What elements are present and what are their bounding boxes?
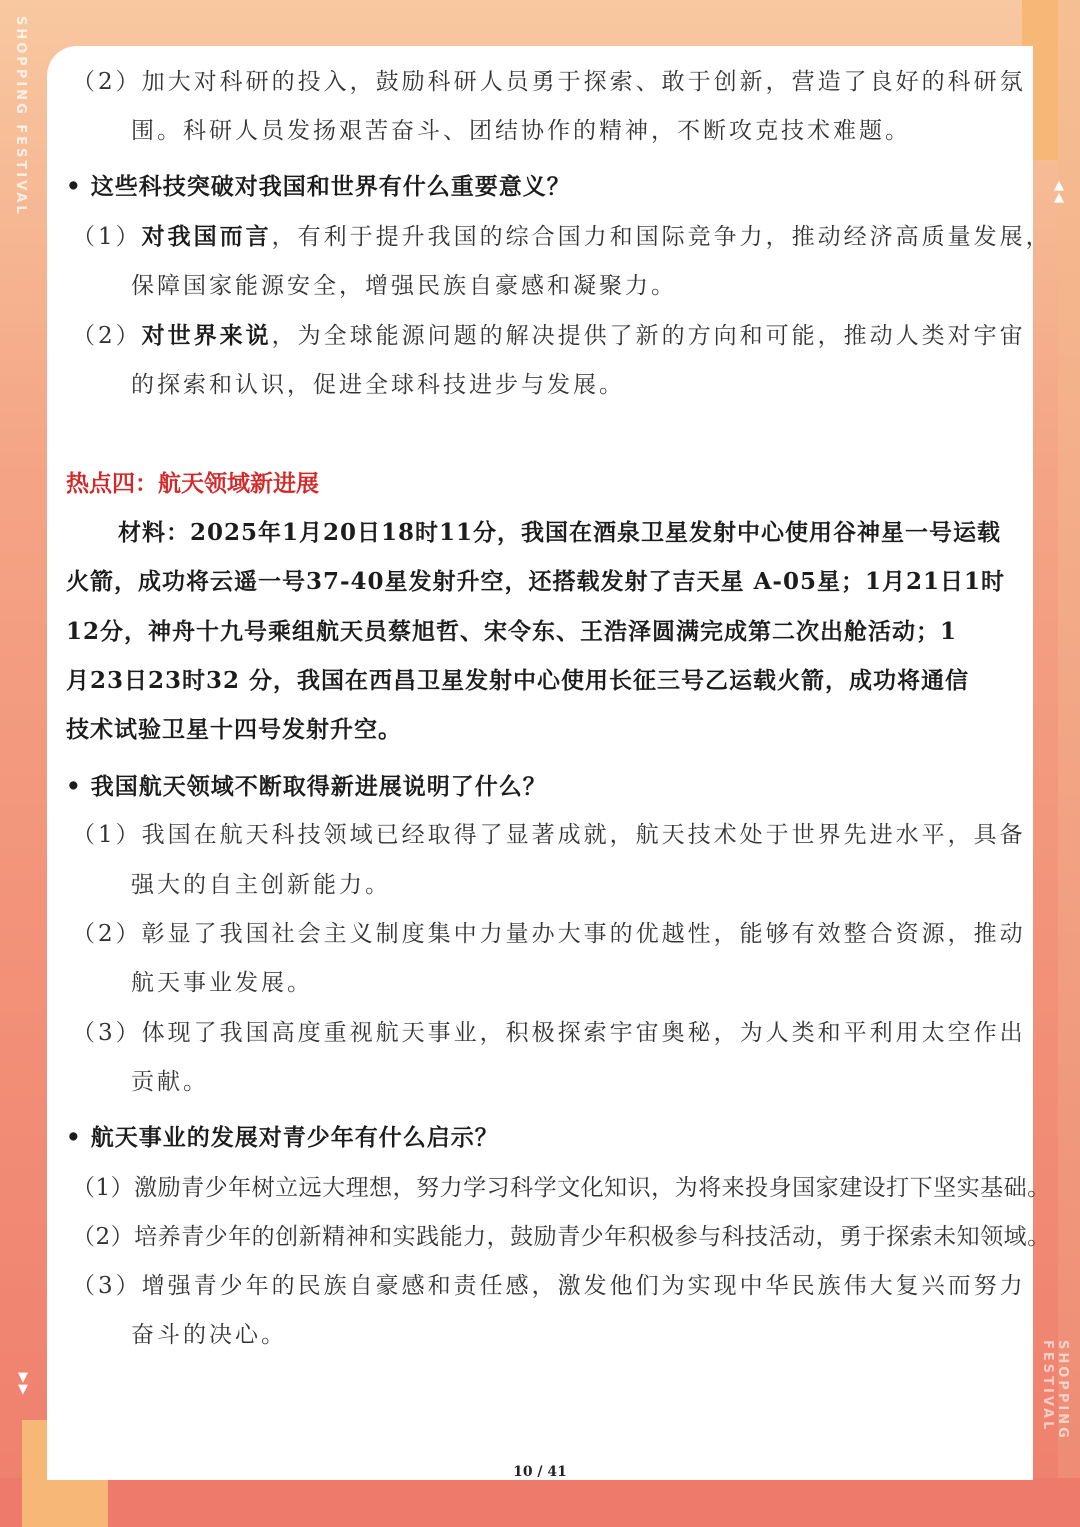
answer-line: 贡献。: [131, 1069, 209, 1095]
document-page: [47, 46, 1033, 1480]
paragraph-line: （2）加大对科研的投入，鼓励科研人员勇于探索、敢于创新，营造了良好的科研氛: [72, 69, 1026, 95]
answer-line: （1）激励青少年树立远大理想，努力学习科学文化知识，为将来投身国家建设打下坚实基础。: [72, 1175, 1051, 1201]
material-line: 火箭，成功将云遥一号37-40星发射升空，还搭载发射了吉天星 A-05星；1月21日1时: [66, 568, 1005, 595]
material-line: 月23日23时32 分，我国在西昌卫星发射中心使用长征三号乙运载火箭，成功将通信: [66, 667, 970, 694]
answer-line: 奋斗的决心。: [131, 1322, 287, 1348]
section-heading: 热点四：航天领域新进展: [66, 470, 319, 497]
paragraph-line: 围。科研人员发扬艰苦奋斗、团结协作的精神，不断攻克技术难题。: [131, 118, 911, 144]
arrow-down-icon: ▼ ▼: [18, 1370, 28, 1397]
answer-line: 保障国家能源安全，增强民族自豪感和凝聚力。: [131, 273, 677, 299]
answer-line: 的探索和认识，促进全球科技进步与发展。: [131, 372, 625, 398]
answer-line: （3）增强青少年的民族自豪感和责任感，激发他们为实现中华民族伟大复兴而努力: [72, 1273, 1026, 1299]
material-line: 12分，神舟十九号乘组航天员蔡旭哲、宋令东、王浩泽圆满完成第二次出舱活动；1: [66, 618, 958, 645]
side-label-left: SHOPPING FESTIVAL: [13, 16, 28, 217]
page-number: 10 / 41: [513, 1464, 567, 1480]
side-label-right: SHOPPING FESTIVAL: [1040, 1340, 1070, 1441]
answer-line: （1）对我国而言，有利于提升我国的综合国力和国际竞争力，推动经济高质量发展，: [72, 223, 1052, 250]
answer-emphasis: 对世界来说: [141, 322, 272, 349]
bottom-decor-band: [0, 1478, 1080, 1527]
arrow-up-icon: ▲ ▲: [1054, 178, 1064, 205]
answer-line: （2）对世界来说，为全球能源问题的解决提供了新的方向和可能，推动人类对宇宙: [72, 322, 1026, 349]
answer-line: 强大的自主创新能力。: [131, 872, 391, 898]
answer-line: （2）培养青少年的创新精神和实践能力，鼓励青少年积极参与科技活动，勇于探索未知领域。: [72, 1224, 1051, 1250]
material-line: 材料：2025年1月20日18时11分，我国在酒泉卫星发射中心使用谷神星一号运载: [118, 519, 1002, 546]
right-decor-strip: [1058, 0, 1080, 1527]
answer-emphasis: 对我国而言: [141, 223, 272, 250]
answer-line: （1）我国在航天科技领域已经取得了显著成就，航天技术处于世界先进水平，具备: [72, 822, 1026, 848]
answer-line: （3）体现了我国高度重视航天事业，积极探索宇宙奥秘，为人类和平利用太空作出: [72, 1020, 1026, 1046]
answer-line: 航天事业发展。: [131, 970, 313, 996]
answer-line: （2）彰显了我国社会主义制度集中力量办大事的优越性，能够有效整合资源，推动: [72, 921, 1026, 947]
question-heading: • 航天事业的发展对青少年有什么启示？: [66, 1124, 499, 1151]
question-heading: • 这些科技突破对我国和世界有什么重要意义？: [66, 173, 571, 200]
material-line: 技术试验卫星十四号发射升空。: [66, 716, 402, 743]
question-heading: • 我国航天领域不断取得新进展说明了什么？: [66, 773, 547, 800]
